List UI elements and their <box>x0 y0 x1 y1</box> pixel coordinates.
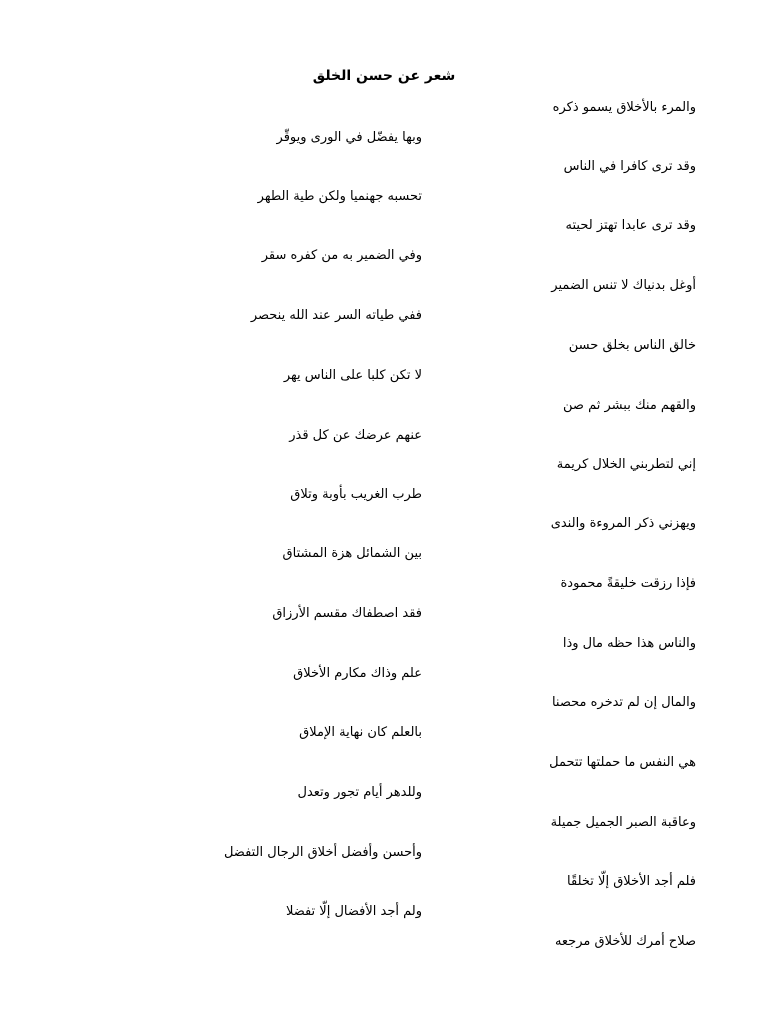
verse-9-first-half: فإذا رزقت خليقةً محمودة <box>560 576 696 591</box>
verse-8-first-half: ويهزني ذكر المروءة والندى <box>550 516 696 531</box>
verse-11-first-half: والمال إن لم تدخره محصنا <box>551 695 696 710</box>
verse-1-second-half: وبها يفضّل في الورى ويوقّر <box>276 130 422 145</box>
verse-14-second-half: ولم أجد الأفضال إلّا تفضلا <box>285 904 422 919</box>
verse-3-first-half: وقد ترى عابدا تهتز لحيته <box>565 218 696 233</box>
verse-1-first-half: والمرء بالأخلاق يسمو ذكره <box>552 100 696 115</box>
verse-12-first-half: هي النفس ما حملتها تتحمل <box>549 755 696 770</box>
verse-5-second-half: لا تكن كلبا على الناس يهر <box>283 368 422 383</box>
verse-2-second-half: تحسبه جهنميا ولكن طية الطهر <box>257 189 422 204</box>
verse-13-first-half: وعاقبة الصبر الجميل جميلة <box>550 815 696 830</box>
verse-3-second-half: وفي الضمير به من كفره سقر <box>261 248 422 263</box>
verse-12-second-half: وللدهر أيام تجور وتعدل <box>297 785 422 800</box>
verse-10-second-half: علم وذاك مكارم الأخلاق <box>293 666 422 681</box>
verse-13-second-half: وأحسن وأفضل أخلاق الرجال التفضل <box>223 845 422 860</box>
verse-4-second-half: ففي طياته السر عند الله ينحصر <box>250 308 422 323</box>
verse-2-first-half: وقد ترى كافرا في الناس <box>563 159 696 174</box>
verse-8-second-half: بين الشمائل هزة المشتاق <box>282 546 422 561</box>
verse-14-first-half: فلم أجد الأخلاق إلّا تخلقًا <box>567 874 696 889</box>
verse-15-first-half: صلاح أمرك للأخلاق مرجعه <box>554 934 696 949</box>
verse-7-first-half: إني لتطربني الخلال كريمة <box>556 457 696 472</box>
verse-10-first-half: والناس هذا حظه مال وذا <box>562 636 696 651</box>
verse-5-first-half: خالق الناس بخلق حسن <box>568 338 696 353</box>
verse-4-first-half: أوغل بدنياك لا تنس الضمير <box>551 278 696 293</box>
verse-9-second-half: فقد اصطفاك مقسم الأرزاق <box>272 606 422 621</box>
verse-7-second-half: طرب الغريب بأوبة وتلاق <box>290 487 422 502</box>
verse-11-second-half: بالعلم كان نهاية الإملاق <box>299 725 422 740</box>
verse-6-second-half: عنهم عرضك عن كل قذر <box>289 428 422 443</box>
poem-title: شعر عن حسن الخلق <box>312 68 456 84</box>
verse-6-first-half: والقهم منك ببشر ثم صن <box>563 398 696 413</box>
